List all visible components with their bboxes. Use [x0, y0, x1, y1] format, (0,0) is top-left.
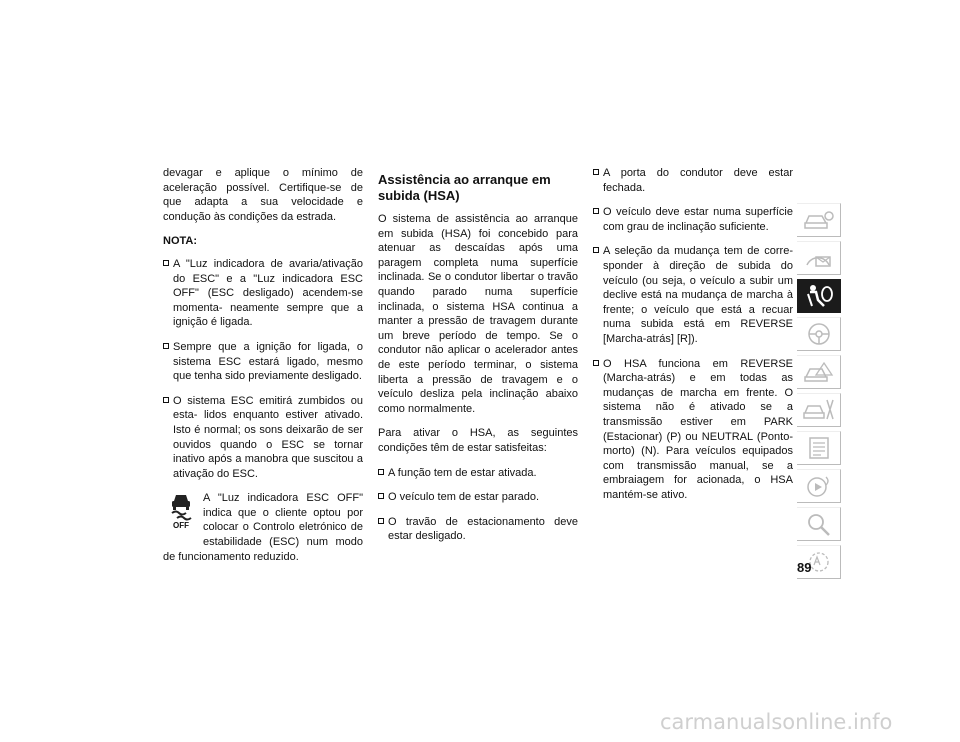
steering-wheel-icon: [802, 321, 836, 347]
esc-off-note: [163, 491, 363, 564]
dashboard-message-icon: [802, 245, 836, 271]
watermark[interactable]: carmanualsonline.info: [660, 710, 893, 734]
tab-roadside[interactable]: [797, 355, 841, 389]
bullet-box-icon: [593, 169, 599, 175]
column-right: [593, 166, 793, 512]
safety-airbag-icon: [802, 282, 836, 310]
list-item: A seleção da mudança tem de corre- sponder à direção de subida do veículo (ou seja, o veículo a subir um declive está na mudança de marcha à frente; o veículo que está a recuar numa subida está em REVERSE [Marcha-atrás] [R]).: [593, 244, 793, 346]
list-item: A função tem de estar ativada.: [378, 466, 578, 481]
tab-multimedia[interactable]: [797, 469, 841, 503]
bullet-box-icon: [378, 518, 384, 524]
page-number: 89: [797, 560, 812, 575]
esc-off-description: A "Luz indicadora ESC OFF" indica que o cliente optou por colocar o Controlo eletrónico de estabilidade (ESC) num modo de funcionamento reduzido.: [163, 492, 363, 563]
paragraph-hsa-description: O sistema de assistência ao arranque em subida (HSA) foi concebido para atenuar as descaídas após uma paragem completa numa superfície inclinada. Se o condutor libertar o travão quando parado numa superfície inclinada, o sistema HSA continua a manter a pressão de travagem durante um breve período de tempo. Se o condutor não aplicar o acelerador antes de este período terminar, o sistema liberta a pressão de travagem e o veículo desliza pela inclinação abaixo como normalmente.: [378, 213, 578, 415]
list-item: O HSA funciona em REVERSE (Marcha-atrás) e em todas as mudanças de marcha em frente. O sistema não é ativado se a transmissão estiver em PARK (Estacionar) (P) ou NEUTRAL (Ponto-morto) (N). Para veículos equipados com transmissão manual, se a embraiagem for acionada, o HSA mantém-se ativo.: [593, 357, 793, 503]
car-key-icon: [802, 207, 836, 233]
list-item: O travão de estacionamento deve estar desligado.: [378, 515, 578, 544]
roadside-emergency-icon: [802, 359, 836, 385]
paragraph-intro: devagar e aplique o mínimo de aceleração possível. Certifique-se de que adapta a sua velocidade e condução às condições da estrada.: [163, 167, 363, 223]
list-item: Sempre que a ignição for ligada, o sistema ESC estará ligado, mesmo que tenha sido previamente desligado.: [163, 340, 363, 384]
list-item: O veículo deve estar numa superfície com grau de inclinação suficiente.: [593, 205, 793, 234]
chapter-tabs: [797, 203, 841, 583]
note-label: NOTA:: [163, 235, 198, 248]
tab-specifications[interactable]: [797, 431, 841, 465]
service-tools-icon: [802, 397, 836, 423]
tab-index[interactable]: [797, 507, 841, 541]
bullet-box-icon: [378, 469, 384, 475]
esc-off-indicator-icon: [163, 491, 199, 537]
off-label: OFF: [173, 521, 189, 531]
column-middle: [378, 166, 578, 554]
list-item: A porta do condutor deve estar fechada.: [593, 166, 793, 195]
tab-dashboard-message[interactable]: [797, 241, 841, 275]
list-item: A "Luz indicadora de avaria/ativação do ESC" e a "Luz indicadora ESC OFF" (ESC desligado) acendem-se momenta- neamente sempre que a ignição é ligada.: [163, 257, 363, 330]
tab-car-key[interactable]: [797, 203, 841, 237]
list-item: O veículo tem de estar parado.: [378, 490, 578, 505]
tab-steering[interactable]: [797, 317, 841, 351]
paragraph-hsa-conditions: Para ativar o HSA, as seguintes condições têm de estar satisfeitas:: [378, 427, 578, 454]
bullet-box-icon: [163, 260, 169, 266]
section-heading: Assistência ao arranque em subida (HSA): [378, 172, 551, 203]
list-item: O sistema ESC emitirá zumbidos ou esta- lidos enquanto estiver ativado. Isto é normal; os sons deixarão de ser ouvidos quando o ESC se tornar inativo após a manobra que suscitou a ativação do ESC.: [163, 394, 363, 482]
bullet-box-icon: [593, 360, 599, 366]
bullet-box-icon: [593, 208, 599, 214]
specifications-list-icon: [802, 435, 836, 461]
column-left: [163, 166, 363, 564]
index-search-icon: [802, 511, 836, 537]
bullet-box-icon: [378, 493, 384, 499]
bullet-box-icon: [163, 343, 169, 349]
bullet-box-icon: [593, 247, 599, 253]
tab-service[interactable]: [797, 393, 841, 427]
multimedia-icon: [802, 473, 836, 499]
bullet-box-icon: [163, 397, 169, 403]
tab-safety[interactable]: [797, 279, 841, 313]
